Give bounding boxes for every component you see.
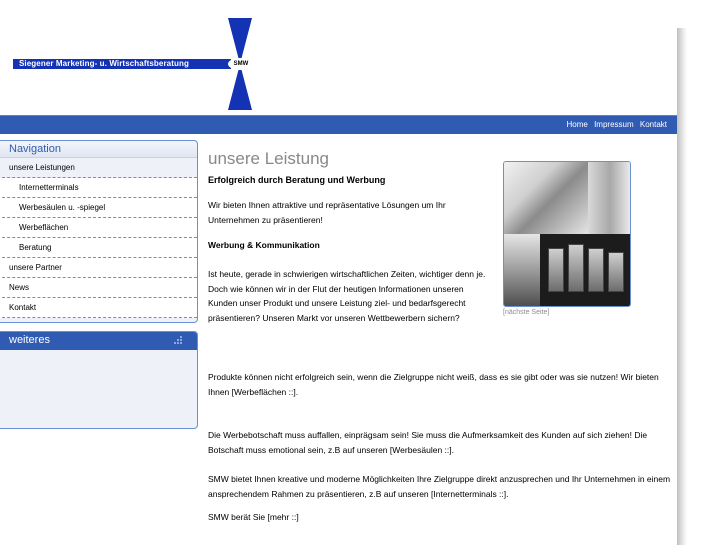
main-content: [200, 134, 677, 545]
sidebar-item-werbesaeulen[interactable]: Werbesäulen u. -spiegel: [0, 198, 197, 218]
photo-display-column: [504, 234, 540, 307]
topnav-link-kontakt[interactable]: Kontakt: [639, 120, 667, 129]
intro-text: Wir bieten Ihnen attraktive und repräsentative Lösungen um Ihr Unternehmen zu präsentieren!: [208, 200, 446, 225]
paragraph-2: Produkte können nicht erfolgreich sein, wenn die Zielgruppe nicht weiß, dass es sie gibt oder was sie nutzen! Wir bieten Ihnen [Werbeflächen ::].: [208, 372, 659, 397]
sidebar-item-werbeflaechen[interactable]: Werbeflächen: [0, 218, 197, 238]
topnav-link-impressum[interactable]: Impressum: [594, 120, 634, 129]
top-navigation: [0, 115, 677, 134]
product-photo-collage[interactable]: [503, 161, 631, 307]
paragraph-4: SMW bietet Ihnen kreative und moderne Möglichkeiten Ihre Zielgruppe direkt anzusprechen und Ihr Unternehmen in einem ansprechendem Rahmen zu präsentieren, z.B auf unseren [Internetterminals ::].: [208, 474, 671, 499]
sidebar-item-kontakt[interactable]: Kontakt: [0, 298, 197, 318]
topnav-links: [562, 116, 667, 134]
paragraph-1: Ist heute, gerade in schwierigen wirtschaftlichen Zeiten, wichtiger denn je. Doch wie können wir in der Flut der heutigen Informationen unseren Kunden unser Produkt und unsere Leistung ziel- und bedarfsgerecht präsentieren? Unseren Markt vor unseren Wettbewerbern sichern?: [208, 269, 486, 323]
page-subtitle: Erfolgreich durch Beratung und Werbung: [208, 175, 386, 185]
logo-abbr: SMW: [233, 61, 249, 67]
paragraph-5: SMW berät Sie [mehr ::]: [208, 512, 299, 522]
dots-icon: [173, 335, 183, 345]
navigation-title: Navigation: [0, 141, 197, 158]
navigation-box: [0, 140, 198, 323]
page-title: unsere Leistung: [208, 149, 329, 168]
photo-showcase: [540, 234, 631, 307]
photo-hands-brochure: [504, 162, 588, 234]
weiteres-box: [0, 331, 198, 429]
section-heading: Werbung & Kommunikation: [208, 240, 320, 250]
topnav-link-home[interactable]: Home: [566, 120, 588, 129]
paragraph-3: Die Werbebotschaft muss auffallen, einprägsam sein! Sie muss die Aufmerksamkeit des Kunden auf sich ziehen! Die Botschaft muss emotional sein, z.B auf unseren [Werbesäulen ::].: [208, 430, 648, 455]
sidebar-item-unsere-partner[interactable]: unsere Partner: [0, 258, 197, 278]
sidebar-item-beratung[interactable]: Beratung: [0, 238, 197, 258]
weiteres-header: [0, 332, 197, 350]
sidebar-item-news[interactable]: News: [0, 278, 197, 298]
weiteres-title: weiteres: [9, 334, 50, 346]
header: [0, 0, 677, 115]
photo-terminal: [588, 162, 631, 234]
sidebar: [0, 134, 200, 545]
company-name: Siegener Marketing- u. Wirtschaftsberatung: [19, 59, 189, 68]
next-page-link[interactable]: [nächste Seite]: [503, 309, 550, 316]
sidebar-item-unsere-leistungen[interactable]: unsere Leistungen: [0, 158, 197, 178]
page-shadow: [677, 28, 687, 545]
sidebar-item-internetterminals[interactable]: Internetterminals: [0, 178, 197, 198]
